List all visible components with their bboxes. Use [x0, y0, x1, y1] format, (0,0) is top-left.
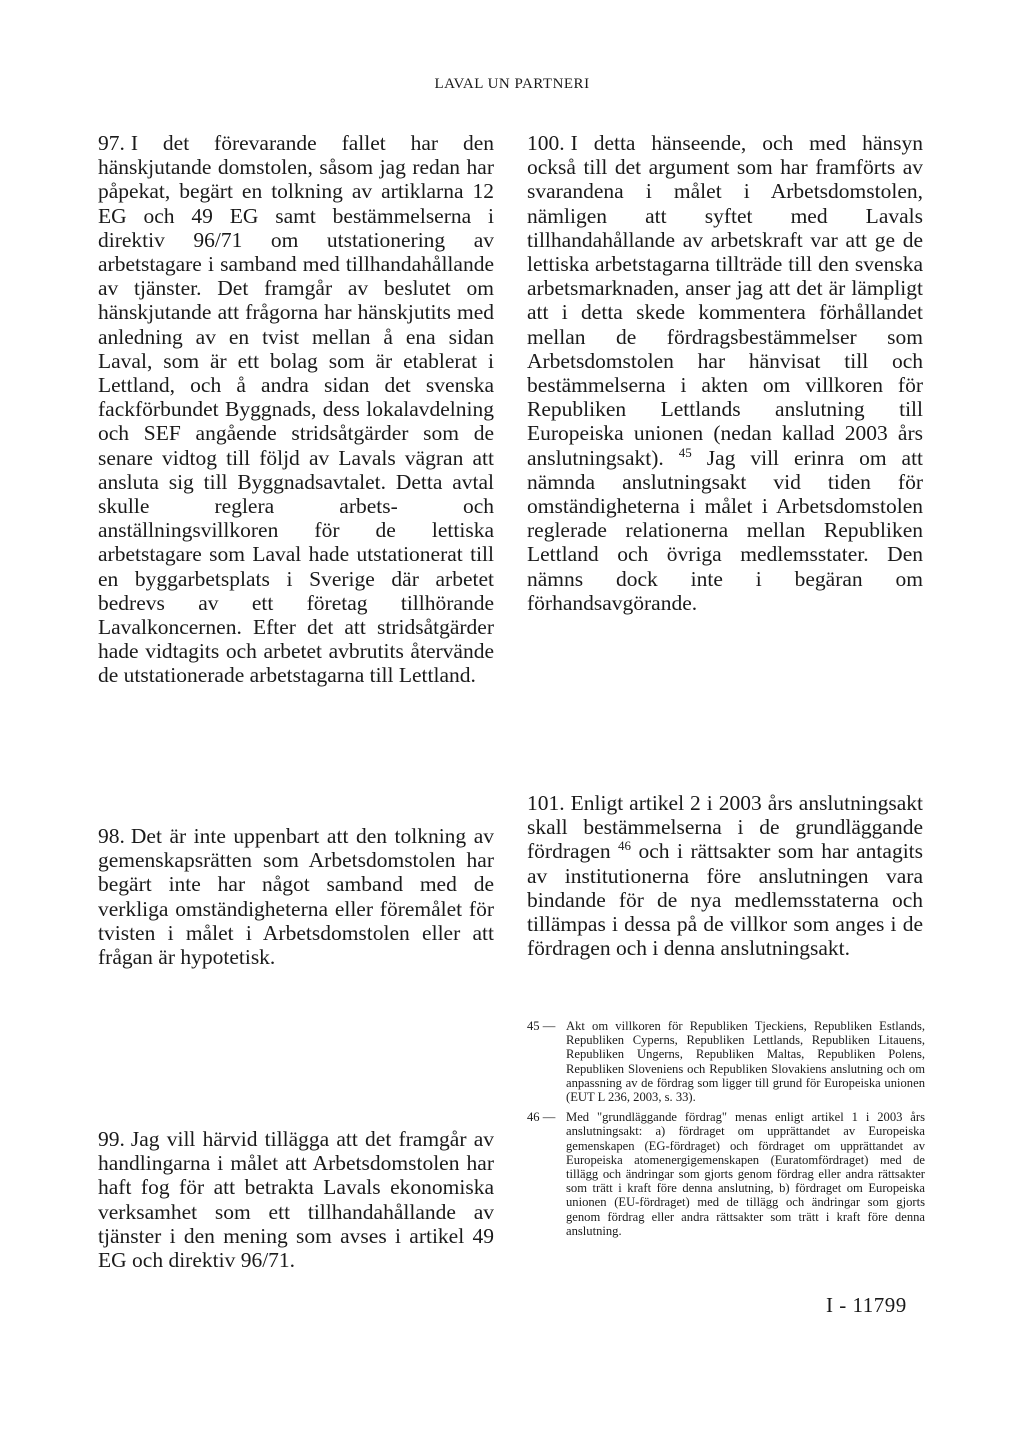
- paragraph-97: [98, 131, 494, 688]
- paragraph-number: 99.: [98, 1127, 125, 1151]
- paragraph-text: I det förevarande fallet har den hänskjutande domstolen, såsom jag redan har påpekat, begärt en tolkning av artiklarna 12 EG och 49 EG samt bestämmelserna i direktiv 96/71 om utstationering av arbetstagare i samband med tillhandahållande av tjänster. Det framgår av beslutet om hänskjutande att frågorna har hänskjutits med anledning av en tvist mellan å ena sidan Laval, som är ett bolag som är etablerat i Lettland, och å andra sidan det svenska fackförbundet Byggnads, dess lokalavdelning och SEF angående stridsåtgärder som de senare vidtog till följd av Lavals vägran att ansluta sig till Byggnadsavtalet. Detta avtal skulle reglera arbets- och anställningsvillkoren för de lettiska arbetstagare som Laval hade utstationerat till en byggarbetsplats i Sverige där arbetet bedrevs av ett företag tillhörande Lavalkoncernen. Efter det att stridsåtgärder hade vidtagits och arbetet avbrutits återvände de utstationerade arbetstagarna till Lettland.: [98, 131, 494, 688]
- footnote-text: Akt om villkoren för Republiken Tjeckiens, Republiken Estlands, Republiken Cyperns, Republiken Lettlands, Republiken Litauens, Republiken Ungerns, Republiken Maltas, Republiken Polens, Republiken Sloveniens och Republiken Slovakiens anslutning och om anpassning av de fördrag som ligger till grund för Europeiska unionen (EUT L 236, 2003, s. 33).: [566, 1019, 925, 1105]
- running-header: LAVAL UN PARTNERI: [434, 76, 590, 92]
- paragraph-text-continued: och i rättsakter som har antagits av institutionerna före anslutningen vara bindande för de nya medlemsstaterna och tillämpas i dessa på de villkor som anges i de fördragen och i denna anslutningsakt.: [527, 839, 924, 961]
- footnotes: [527, 1019, 925, 1244]
- footnote-number: 46 —: [527, 1110, 556, 1125]
- paragraph-98: [98, 824, 494, 969]
- paragraph-101: [527, 791, 923, 960]
- page-number: I - 11799: [826, 1293, 907, 1317]
- paragraph-100: [527, 131, 923, 615]
- paragraph-text: Det är inte uppenbart att den tolkning av gemenskapsrätten som Arbetsdomstolen har begärt inte har något samband med de verkliga omständigheterna eller föremålet för tvisten i målet i Arbetsdomstolen eller att frågan är hypotetisk.: [98, 824, 494, 970]
- paragraph-text: Jag vill härvid tillägga att det framgår av handlingarna i målet att Arbetsdomstolen har haft fog för att betrakta Lavals ekonomiska verksamhet som ett tillhandahållande av tjänster i den mening som avses i artikel 49 EG och direktiv 96/71.: [98, 1127, 494, 1273]
- paragraph-text: I detta hänseende, och med hänsyn också till det argument som har framförts av svarandena i målet i Arbetsdomstolen, nämligen att syftet med Lavals tillhandahållande av arbetskraft var att ge de lettiska arbetstagarna tillträde till den svenska arbetsmarknaden, anser jag att det är lämpligt att i detta skede kommentera förhållandet mellan de fördragsbestämmelser som Arbetsdomstolen har hänvisat till och bestämmelserna i akten om villkoren för Republiken Lettlands anslutning till Europeiska unionen (nedan kallad 2003 års anslutningsakt).: [527, 131, 923, 470]
- paragraph-text: Enligt artikel 2 i 2003 års anslutningsakt skall bestämmelserna i de grundläggande fördragen: [527, 791, 923, 864]
- paragraph-number: 98.: [98, 824, 125, 848]
- paragraph-number: 97.: [98, 131, 125, 155]
- footnote-text: Med "grundläggande fördrag" menas enligt artikel 1 i 2003 års anslutningsakt: a) fördraget om upprättandet av Europeiska gemenskapen (EG-fördraget) och fördraget om upprättandet av Europeiska atomenergigemenskapen (Euratomfördraget) med de tillägg och ändringar som gjorts genom fördrag eller andra rättsakter som trätt i kraft före denna anslutning, b) fördraget om Europeiska unionen (EU-fördraget) med de tillägg och ändringar som gjorts genom fördrag eller andra rättsakter som trätt i kraft före denna anslutning.: [566, 1110, 925, 1238]
- footnote-45: [527, 1019, 925, 1104]
- footnote-reference-46[interactable]: 46: [618, 838, 632, 854]
- footnote-number: 45 —: [527, 1019, 556, 1033]
- footnote-46: [527, 1110, 925, 1238]
- paragraph-text-continued: Jag vill erinra om att nämnda anslutningsakt vid tiden för omständigheterna i målet i Arbetsdomstolen reglerade relationerna mellan Republiken Lettland och övriga medlemsstater. Den nämns dock inte i begäran om förhandsavgörande.: [527, 445, 924, 615]
- footnote-reference-45[interactable]: 45: [678, 444, 692, 460]
- paragraph-number: 100.: [527, 131, 565, 155]
- paragraph-number: 101.: [527, 791, 565, 815]
- paragraph-99: [98, 1127, 494, 1272]
